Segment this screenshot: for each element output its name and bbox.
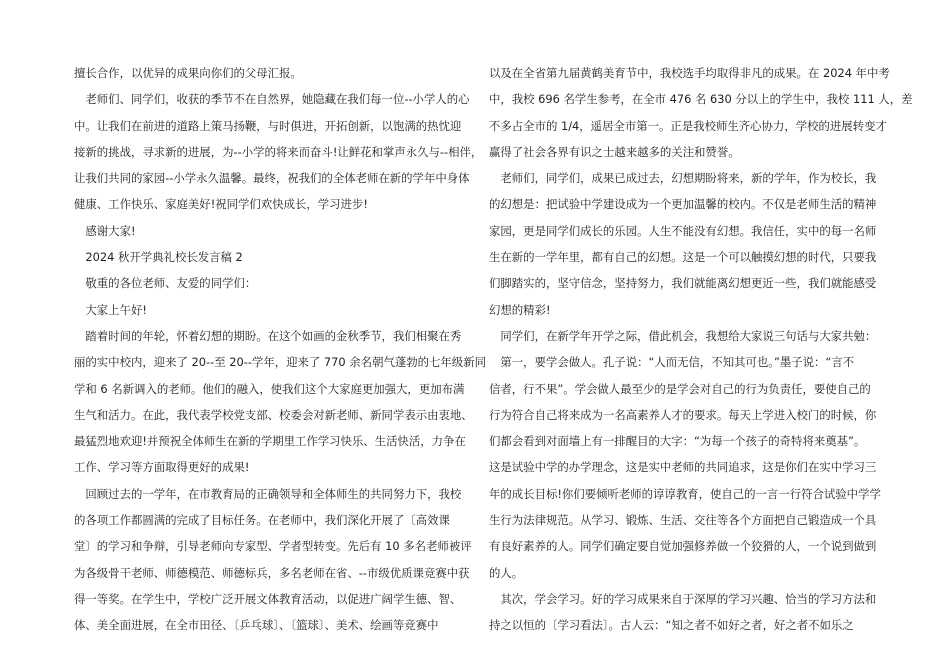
text-line: 的人。 — [489, 565, 524, 580]
text-line: 工作、学习等方面取得更好的成果! — [74, 460, 250, 475]
text-line: 为各级骨干老师、师德模范、师德标兵，多名老师在省、--市级优质课竞赛中获 — [74, 565, 470, 580]
text-line: 中。让我们在前进的道路上策马扬鞭，与时俱进，开拓创新，以饱满的热忱迎 — [74, 118, 462, 133]
text-line: 生气和活力。在此，我代表学校党支部、校委会对新老师、新同学表示由衷地、 — [74, 407, 473, 422]
right-column — [489, 60, 913, 639]
text-line: 们都会看到对面墙上有一排醒目的大字：“为每一个孩子的奇特将来奠基”。 — [489, 434, 866, 449]
text-line: 堂〕的学习和争辩，引导老师向专家型、学者型转变。先后有 10 多名老师被评 — [74, 539, 472, 554]
text-line: 的各项工作都圆满的完成了目标任务。在老师中，我们深化开展了〔高效课 — [74, 513, 450, 528]
text-line: 回顾过去的一学年，在市教育局的正确领导和全体师生的共同努力下，我校 — [74, 486, 462, 501]
text-line: 体、美全面进展，在全市田径、〔乒乓球〕、〔篮球〕、美术、绘画等竞赛中 — [74, 618, 439, 633]
text-line: 持之以恒的〔学习看法〕。古人云：“知之者不如好之者，好之者不如乐之 — [489, 618, 854, 633]
text-line: 得一等奖。在学生中，学校广泛开展文体教育活动，以促进广阔学生德、智、 — [74, 591, 462, 606]
text-line: 健康、工作快乐、家庭美好!祝同学们欢快成长，学习进步! — [74, 197, 368, 212]
text-line: 同学们，在新学年开学之际，借此机会，我想给大家说三句话与大家共勉： — [489, 328, 877, 343]
text-line: 们脚踏实的，坚守信念，坚持努力，我们就能离幻想更近一些，我们就能感受 — [489, 276, 877, 291]
text-line: 老师们、同学们，收获的季节不在自然界，她隐藏在我们每一位--小学人的心 — [74, 92, 470, 107]
left-column — [74, 60, 486, 639]
text-line: 擅长合作，以优异的成果向你们的父母汇报。 — [74, 66, 302, 80]
text-line: 最猛烈地欢迎!并预祝全体师生在新的学期里工作学习快乐、生活快活，力争在 — [74, 434, 466, 449]
text-line: 不多占全市的 1/4，遥居全市第一。正是我校师生齐心协力，学校的进展转变才 — [489, 118, 887, 133]
text-line: 中，我校 696 名学生参考，在全市 476 名 630 分以上的学生中，我校 111 人，差 — [489, 92, 913, 107]
text-line: 年的成长目标!你们要倾听老师的谆谆教育，使自己的一言一行符合试验中学学 — [489, 486, 881, 501]
text-line: 家园，更是同学们成长的乐园。人生不能没有幻想。我信任，实中的每一名师 — [489, 223, 877, 238]
text-line: 接新的挑战，寻求新的进展，为--小学的将来而奋斗!让鲜花和掌声永久与--相伴， — [74, 144, 483, 159]
text-line: 学和 6 名新调入的老师。他们的融入，使我们这个大家庭更加强大，更加布满 — [74, 381, 465, 396]
text-line: 感谢大家! — [74, 223, 136, 238]
section-heading: 2024 秋开学典礼校长发言稿 2 — [74, 250, 243, 265]
text-line: 幻想的精彩! — [489, 302, 551, 317]
text-line: 赢得了社会各界有识之士越来越多的关注和赞誉。 — [489, 144, 740, 159]
text-line: 行为符合自己将来成为一名高素养人才的要求。每天上学进入校门的时候，你 — [489, 407, 877, 422]
text-line: 其次，学会学习。好的学习成果来自于深厚的学习兴趣、恰当的学习方法和 — [489, 591, 877, 606]
text-line: 生行为法律规范。从学习、锻炼、生活、交往等各个方面把自己锻造成一个具 — [489, 513, 877, 528]
text-line: 敬重的各位老师、友爱的同学们： — [74, 276, 257, 291]
text-line: 第一，要学会做人。孔子说：“人而无信，不知其可也。”墨子说：“言不 — [489, 355, 855, 370]
text-line: 丽的实中校内，迎来了 20--至 20--学年，迎来了 770 余名朝气蓬勃的七年级新同 — [74, 355, 486, 370]
text-line: 老师们，同学们，成果已成过去，幻想期盼将来，新的学年，作为校长，我 — [489, 171, 877, 186]
text-line: 有良好素养的人。同学们确定要自觉加强修养做一个狡猾的人，一个说到做到 — [489, 539, 877, 554]
text-line: 大家上午好! — [74, 302, 147, 317]
text-line: 以及在全省第九届黄鹤美育节中，我校选手均取得非凡的成果。在 2024 年中考 — [489, 66, 890, 80]
text-line: 这是试验中学的办学理念，这是实中老师的共同追求，这是你们在实中学习三 — [489, 460, 877, 475]
text-line: 的幻想是：把试验中学建设成为一个更加温馨的校内。不仅是老师生活的精神 — [489, 197, 877, 212]
text-line: 生在新的一学年里，都有自己的幻想。这是一个可以触摸幻想的时代，只要我 — [489, 250, 877, 265]
text-line: 踏着时间的年轮，怀着幻想的期盼。在这个如画的金秋季节，我们相聚在秀 — [74, 328, 462, 343]
text-line: 让我们共同的家园--小学永久温馨。最终，祝我们的全体老师在新的学年中身体 — [74, 171, 470, 186]
text-line: 信者，行不果”。学会做人最至少的是学会对自己的行为负责任，要使自己的 — [489, 381, 871, 396]
